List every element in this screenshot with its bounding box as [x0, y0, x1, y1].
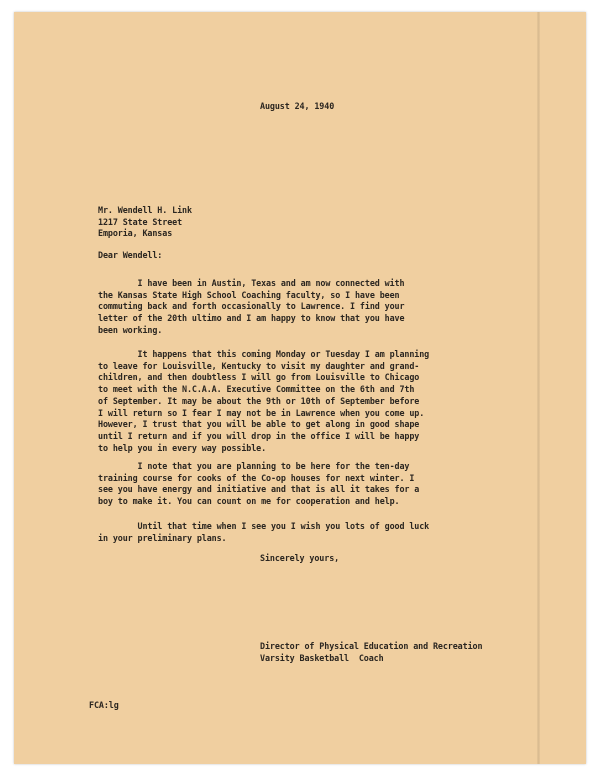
signature-title: Director of Physical Education and Recreation Varsity Basketball Coach: [260, 641, 483, 663]
paragraph-3: I note that you are planning to be here for the ten-day training course for cooks of the Co-op houses for next winter. I see you have energy and initiative and that is all it takes for a boy to make it. You can count on me for cooperation and help.: [98, 461, 420, 507]
paper-fold-line: [537, 12, 540, 764]
letter-page: [14, 12, 586, 764]
recipient-address: Mr. Wendell H. Link 1217 State Street Emporia, Kansas: [98, 205, 192, 239]
paragraph-4: Until that time when I see you I wish you lots of good luck in your preliminary plans.: [98, 521, 430, 543]
paragraph-1: I have been in Austin, Texas and am now connected with the Kansas State High School Coaching faculty, so I have been commuting back and forth occasionally to Lawrence. I find your letter of the 20th ultimo and I am happy to know that you have been working.: [98, 278, 405, 335]
reference-initials: FCA:lg: [89, 700, 119, 710]
salutation: Dear Wendell:: [98, 250, 163, 260]
letter-date: August 24, 1940: [260, 101, 335, 111]
closing: Sincerely yours,: [260, 553, 340, 563]
paragraph-2: It happens that this coming Monday or Tuesday I am planning to leave for Louisville, Kentucky to visit my daughter and grand- children, and then doubtless I will go from Louisville to Chicago to meet with the N.C.A.A. Executive Committee on the 6th and 7th of September. It may be about the 9th or 10th of September before I will return so I fear I may not be in Lawrence when you come up. However, I trust that you will be able to get along in good shape until I return and if you will drop in the office I will be happy to help you in every way possible.: [98, 349, 430, 453]
